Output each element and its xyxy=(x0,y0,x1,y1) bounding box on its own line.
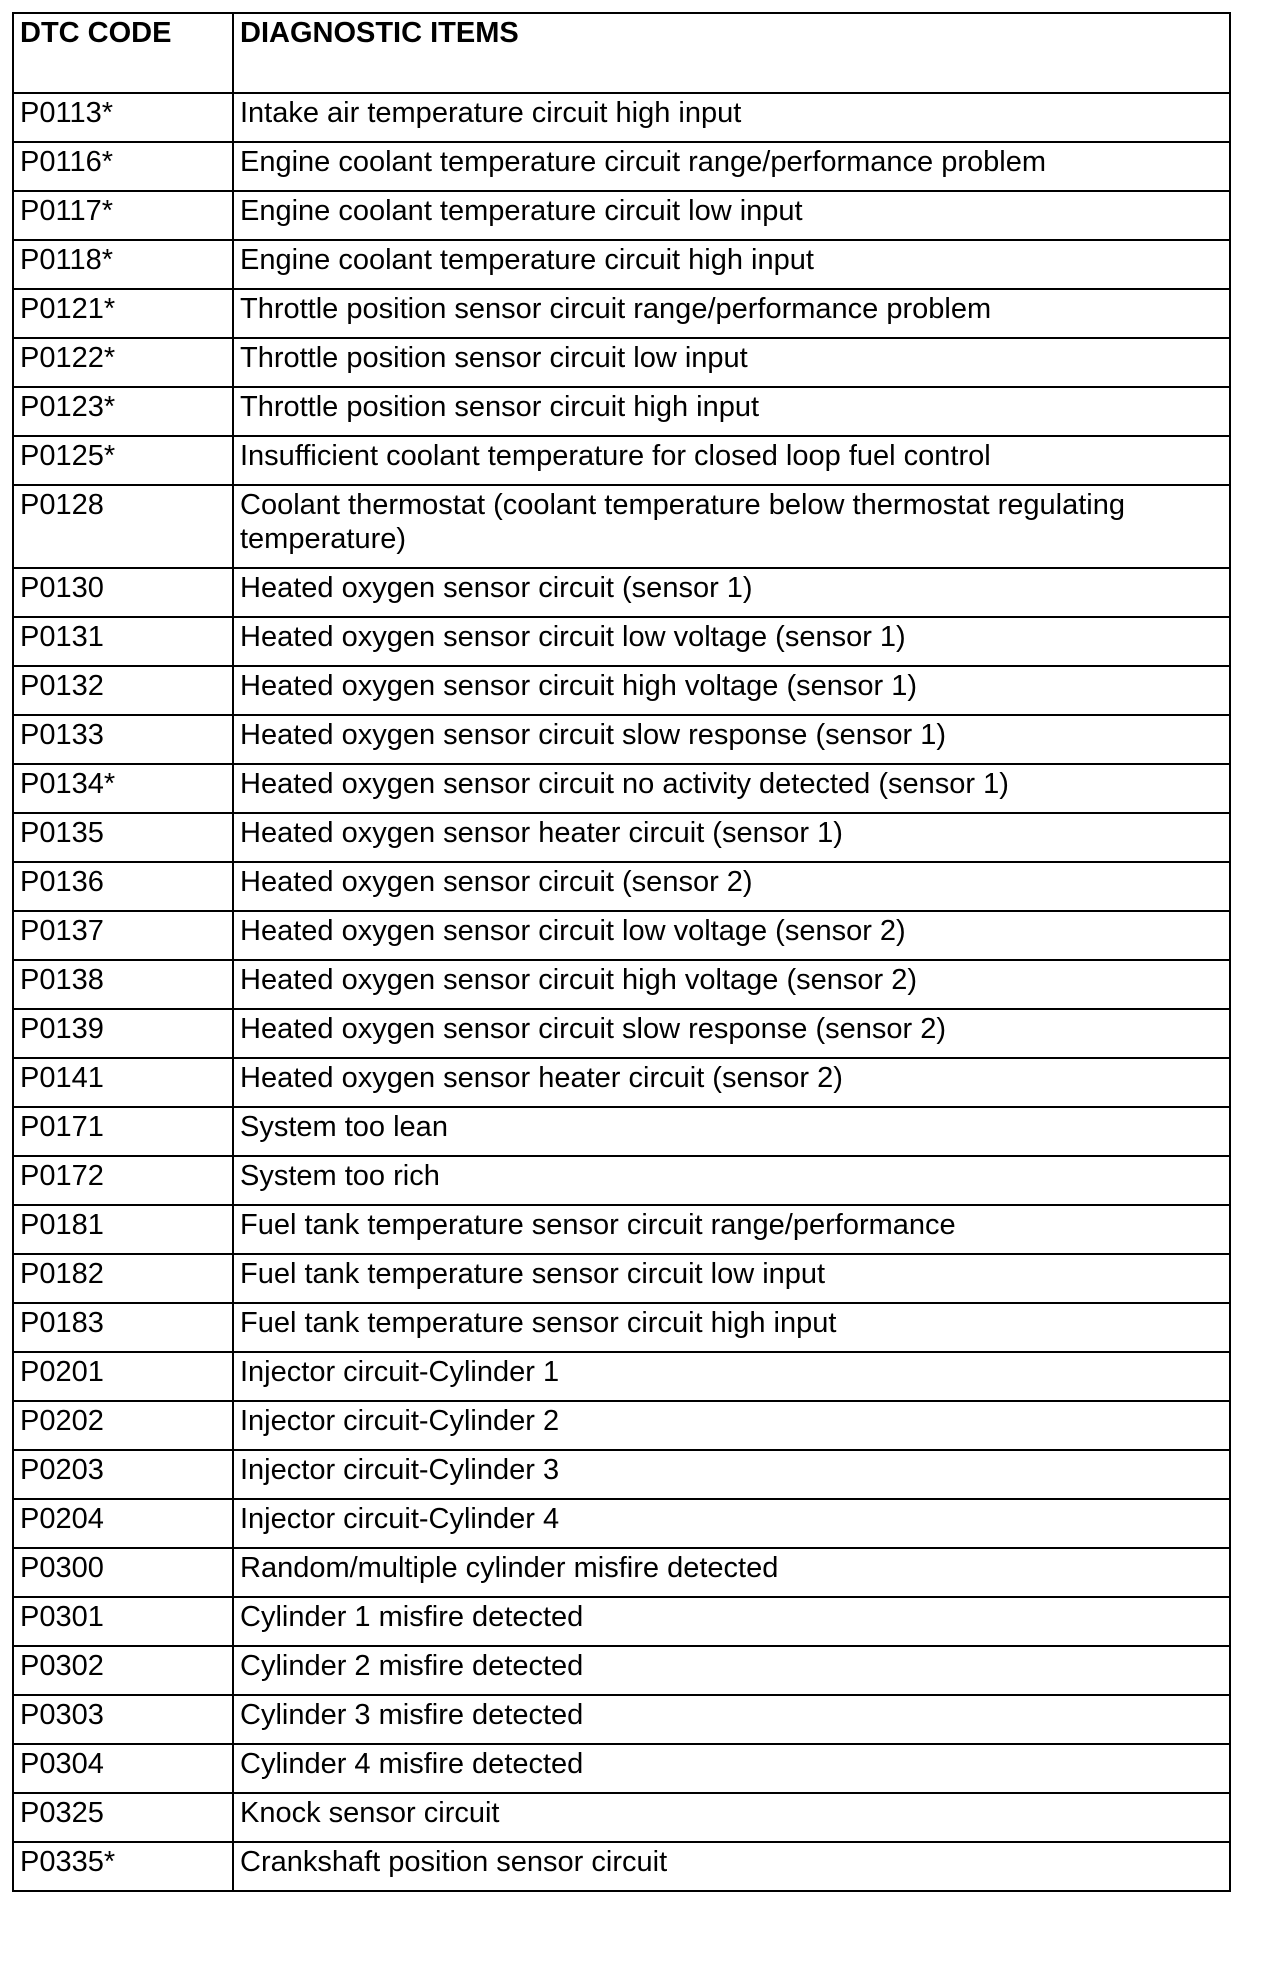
diagnostic-item-cell: Cylinder 4 misfire detected xyxy=(233,1744,1230,1793)
diagnostic-item-cell: Engine coolant temperature circuit high input xyxy=(233,240,1230,289)
diagnostic-item-cell: Fuel tank temperature sensor circuit range/performance xyxy=(233,1205,1230,1254)
dtc-code-cell: P0183 xyxy=(13,1303,233,1352)
dtc-code-cell: P0138 xyxy=(13,960,233,1009)
table-row xyxy=(13,387,1230,436)
diagnostic-item-cell: Heated oxygen sensor circuit slow response (sensor 2) xyxy=(233,1009,1230,1058)
diagnostic-item-cell: Throttle position sensor circuit low input xyxy=(233,338,1230,387)
diagnostic-item-cell: Heated oxygen sensor circuit low voltage (sensor 2) xyxy=(233,911,1230,960)
table-row xyxy=(13,911,1230,960)
dtc-code-cell: P0137 xyxy=(13,911,233,960)
dtc-code-cell: P0325 xyxy=(13,1793,233,1842)
diagnostic-item-cell: Heated oxygen sensor circuit no activity detected (sensor 1) xyxy=(233,764,1230,813)
dtc-code-cell: P0204 xyxy=(13,1499,233,1548)
dtc-code-cell: P0302 xyxy=(13,1646,233,1695)
table-row xyxy=(13,1548,1230,1597)
diagnostic-item-cell: Random/multiple cylinder misfire detected xyxy=(233,1548,1230,1597)
table-row xyxy=(13,1401,1230,1450)
dtc-code-cell: P0122* xyxy=(13,338,233,387)
table-row xyxy=(13,862,1230,911)
diagnostic-item-cell: Injector circuit-Cylinder 3 xyxy=(233,1450,1230,1499)
header-row xyxy=(13,13,1230,93)
diagnostic-item-cell: Heated oxygen sensor circuit high voltage (sensor 2) xyxy=(233,960,1230,1009)
table-row xyxy=(13,1597,1230,1646)
diagnostic-item-cell: Throttle position sensor circuit high input xyxy=(233,387,1230,436)
dtc-code-cell: P0131 xyxy=(13,617,233,666)
table-row xyxy=(13,960,1230,1009)
diagnostic-item-cell: Coolant thermostat (coolant temperature below thermostat regulating temperature) xyxy=(233,485,1230,568)
table-row xyxy=(13,1744,1230,1793)
diagnostic-item-cell: Intake air temperature circuit high input xyxy=(233,93,1230,142)
diagnostic-item-cell: Injector circuit-Cylinder 1 xyxy=(233,1352,1230,1401)
table-row xyxy=(13,1450,1230,1499)
diagnostic-item-cell: Heated oxygen sensor circuit (sensor 1) xyxy=(233,568,1230,617)
table-row xyxy=(13,1842,1230,1891)
dtc-code-cell: P0121* xyxy=(13,289,233,338)
table-row xyxy=(13,715,1230,764)
diagnostic-item-cell: Heated oxygen sensor heater circuit (sensor 1) xyxy=(233,813,1230,862)
dtc-code-cell: P0139 xyxy=(13,1009,233,1058)
diagnostic-item-cell: Fuel tank temperature sensor circuit low input xyxy=(233,1254,1230,1303)
table-row xyxy=(13,1646,1230,1695)
column-header-diagnostic-items: DIAGNOSTIC ITEMS xyxy=(233,13,1230,93)
column-header-dtc-code: DTC CODE xyxy=(13,13,233,93)
dtc-code-cell: P0203 xyxy=(13,1450,233,1499)
diagnostic-item-cell: Fuel tank temperature sensor circuit high input xyxy=(233,1303,1230,1352)
dtc-code-cell: P0130 xyxy=(13,568,233,617)
diagnostic-item-cell: Heated oxygen sensor heater circuit (sensor 2) xyxy=(233,1058,1230,1107)
table-row xyxy=(13,666,1230,715)
table-row xyxy=(13,1352,1230,1401)
diagnostic-item-cell: Heated oxygen sensor circuit high voltage (sensor 1) xyxy=(233,666,1230,715)
table-row xyxy=(13,1499,1230,1548)
table-row xyxy=(13,764,1230,813)
dtc-code-cell: P0134* xyxy=(13,764,233,813)
dtc-code-cell: P0136 xyxy=(13,862,233,911)
dtc-code-cell: P0133 xyxy=(13,715,233,764)
table-row xyxy=(13,617,1230,666)
dtc-code-cell: P0182 xyxy=(13,1254,233,1303)
table-header xyxy=(13,13,1230,93)
table-row xyxy=(13,191,1230,240)
dtc-code-cell: P0125* xyxy=(13,436,233,485)
diagnostic-item-cell: Heated oxygen sensor circuit low voltage (sensor 1) xyxy=(233,617,1230,666)
diagnostic-item-cell: Cylinder 1 misfire detected xyxy=(233,1597,1230,1646)
diagnostic-item-cell: Heated oxygen sensor circuit slow response (sensor 1) xyxy=(233,715,1230,764)
dtc-code-cell: P0301 xyxy=(13,1597,233,1646)
dtc-code-cell: P0304 xyxy=(13,1744,233,1793)
diagnostic-item-cell: Cylinder 2 misfire detected xyxy=(233,1646,1230,1695)
diagnostic-item-cell: System too rich xyxy=(233,1156,1230,1205)
dtc-code-cell: P0172 xyxy=(13,1156,233,1205)
dtc-code-cell: P0171 xyxy=(13,1107,233,1156)
table-row xyxy=(13,338,1230,387)
table-row xyxy=(13,1254,1230,1303)
diagnostic-item-cell: Engine coolant temperature circuit low input xyxy=(233,191,1230,240)
table-row xyxy=(13,240,1230,289)
diagnostic-item-cell: Insufficient coolant temperature for closed loop fuel control xyxy=(233,436,1230,485)
table-row xyxy=(13,1009,1230,1058)
diagnostic-item-cell: System too lean xyxy=(233,1107,1230,1156)
table-row xyxy=(13,289,1230,338)
table-row xyxy=(13,1156,1230,1205)
dtc-table xyxy=(12,12,1231,1892)
dtc-code-cell: P0128 xyxy=(13,485,233,568)
diagnostic-item-cell: Knock sensor circuit xyxy=(233,1793,1230,1842)
dtc-code-cell: P0118* xyxy=(13,240,233,289)
dtc-code-cell: P0123* xyxy=(13,387,233,436)
dtc-code-cell: P0303 xyxy=(13,1695,233,1744)
table-body xyxy=(13,93,1230,1891)
dtc-code-cell: P0141 xyxy=(13,1058,233,1107)
table-row xyxy=(13,1107,1230,1156)
diagnostic-item-cell: Engine coolant temperature circuit range/performance problem xyxy=(233,142,1230,191)
dtc-code-cell: P0201 xyxy=(13,1352,233,1401)
table-row xyxy=(13,1695,1230,1744)
dtc-code-cell: P0181 xyxy=(13,1205,233,1254)
dtc-code-cell: P0335* xyxy=(13,1842,233,1891)
dtc-code-cell: P0117* xyxy=(13,191,233,240)
table-row xyxy=(13,1303,1230,1352)
diagnostic-item-cell: Injector circuit-Cylinder 2 xyxy=(233,1401,1230,1450)
dtc-code-cell: P0202 xyxy=(13,1401,233,1450)
dtc-code-cell: P0300 xyxy=(13,1548,233,1597)
table-row xyxy=(13,568,1230,617)
diagnostic-item-cell: Injector circuit-Cylinder 4 xyxy=(233,1499,1230,1548)
dtc-code-cell: P0116* xyxy=(13,142,233,191)
table-row xyxy=(13,1205,1230,1254)
dtc-code-cell: P0132 xyxy=(13,666,233,715)
diagnostic-item-cell: Throttle position sensor circuit range/performance problem xyxy=(233,289,1230,338)
dtc-code-cell: P0135 xyxy=(13,813,233,862)
diagnostic-item-cell: Crankshaft position sensor circuit xyxy=(233,1842,1230,1891)
table-row xyxy=(13,485,1230,568)
table-row xyxy=(13,436,1230,485)
table-row xyxy=(13,1793,1230,1842)
table-row xyxy=(13,1058,1230,1107)
diagnostic-item-cell: Cylinder 3 misfire detected xyxy=(233,1695,1230,1744)
diagnostic-item-cell: Heated oxygen sensor circuit (sensor 2) xyxy=(233,862,1230,911)
table-row xyxy=(13,142,1230,191)
table-row xyxy=(13,813,1230,862)
dtc-code-cell: P0113* xyxy=(13,93,233,142)
table-row xyxy=(13,93,1230,142)
